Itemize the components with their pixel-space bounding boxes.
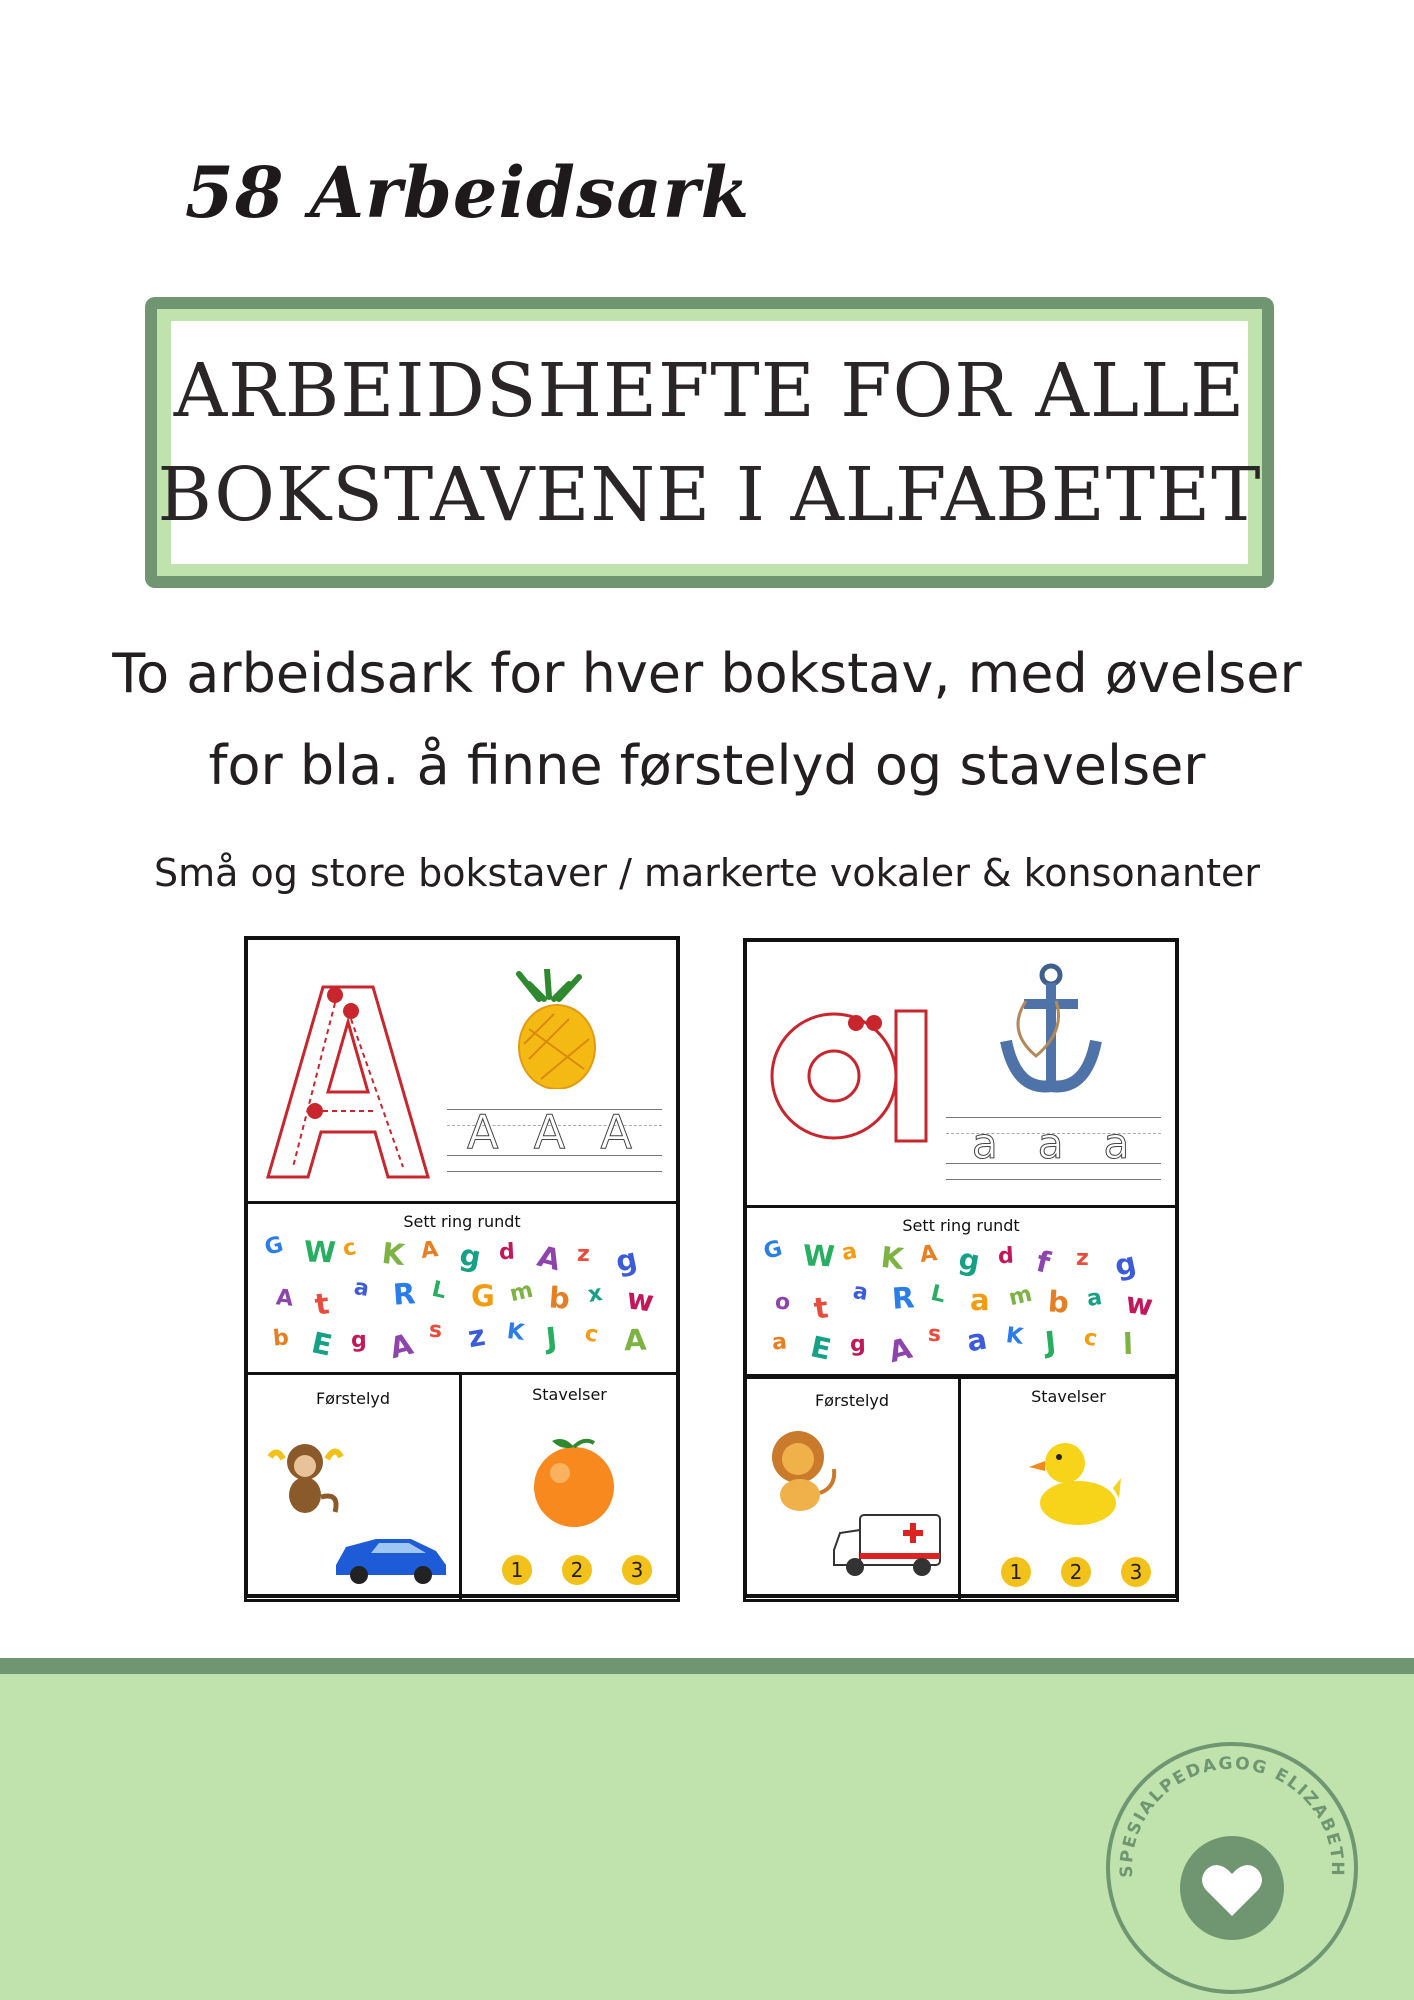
cloud-letter: A [386,1326,417,1366]
tracing-section [244,936,680,1204]
cloud-letter: A [885,1330,916,1370]
cloud-letter: t [312,1286,332,1322]
cloud-letter: c [582,1320,601,1349]
cloud-letter: z [1075,1245,1090,1272]
title-line-2: BOKSTAVENE I ALFABETET [157,451,1262,538]
cloud-letter: s [927,1321,942,1348]
cloud-letter: K [505,1319,526,1346]
cloud-letter: a [970,1283,990,1317]
cloud-letter: b [1046,1284,1070,1320]
cloud-letter: b [547,1280,571,1316]
cloud-letter: m [507,1277,536,1308]
first-sound-label: Førstelyd [814,1391,890,1410]
description-line-3: Små og store bokstaver / markerte vokaler & konsonanter [154,851,1260,895]
cloud-letter: o [773,1289,792,1316]
cloud-letter: z [576,1241,591,1268]
cloud-letter: s [428,1317,443,1344]
cloud-letter: E [308,1325,336,1363]
syllable-counter-2: 2 [562,1555,592,1585]
cloud-letter: d [997,1243,1015,1270]
lion-icon [760,1427,840,1517]
syllable-counter-3: 3 [1121,1557,1151,1587]
cloud-letter: t [811,1290,831,1326]
title-box-inner [157,321,1262,564]
cloud-letter: x [586,1281,605,1308]
syllable-counters [502,1555,652,1585]
cloud-letter: g [1111,1245,1140,1283]
syllables-label: Stavelser [532,1385,607,1404]
logo-text: SPESIALPEDAGOG ELIZABETH [1116,1753,1348,1878]
cloud-letter: W [802,1238,836,1274]
syllables-label: Stavelser [1031,1387,1106,1406]
cloud-letter: W [303,1234,337,1270]
cloud-letter: A [419,1237,440,1264]
cloud-letter: R [890,1280,916,1316]
cloud-letter: A [918,1241,939,1268]
syllable-counter-1: 1 [1001,1557,1031,1587]
tracing-letters: aaa [972,1119,1170,1168]
cloud-letter: w [1123,1285,1156,1323]
cloud-letter: a [770,1329,788,1356]
cloud-letter: g [612,1241,641,1279]
first-sound-label: Førstelyd [315,1389,391,1408]
footer-stripe [0,1658,1414,1674]
syllables-section [958,1374,1179,1602]
title-box [145,297,1274,588]
cloud-letter: E [807,1329,835,1367]
tracing-lines [447,1105,666,1184]
cloud-letter: l [1122,1326,1134,1362]
anchor-icon [996,961,1106,1101]
cloud-letter: G [471,1279,495,1313]
circle-label: Sett ring rundt [902,1216,1020,1235]
cloud-letter: R [391,1276,417,1312]
ambulance-icon [830,1505,950,1585]
first-sound-section [244,1372,462,1602]
cloud-letter: a [964,1321,990,1359]
cloud-letter: L [429,1276,449,1305]
cloud-letter: A [534,1238,565,1278]
cloud-letter: d [498,1239,516,1266]
cloud-letter: G [262,1232,286,1261]
tracing-letters: AAA [467,1105,666,1159]
orange-icon [524,1431,624,1531]
cloud-letter: G [761,1236,785,1265]
preview-sheet-uppercase [244,936,680,1598]
pineapple-icon [499,969,609,1089]
syllable-counter-1: 1 [502,1555,532,1585]
car-icon [331,1525,451,1585]
cloud-letter: K [380,1235,407,1273]
circle-label: Sett ring rundt [403,1212,521,1231]
cloud-letter: A [274,1285,295,1312]
title-line-1: ARBEIDSHEFTE FOR ALLE [173,347,1246,434]
syllable-counter-3: 3 [622,1555,652,1585]
letter-circle-section [244,1201,680,1375]
syllable-counters [1001,1557,1151,1587]
cloud-letter: A [623,1322,648,1358]
cloud-letter: m [1006,1281,1035,1312]
letter-cloud [262,1232,665,1370]
tracing-letter-icon [263,977,433,1197]
syllables-section [459,1372,680,1602]
cloud-letter: J [544,1320,559,1356]
cloud-letter: L [928,1280,948,1309]
cloud-letter: c [1081,1324,1100,1353]
worksheet-count-title: 58 Arbeidsark [185,151,751,234]
cloud-letter: K [1004,1323,1025,1350]
cloud-letter: K [879,1239,906,1277]
tracing-lines [946,1117,1170,1192]
preview-sheet-lowercase [743,938,1179,1598]
cloud-letter: a [851,1278,870,1307]
cloud-letter: a [1085,1284,1104,1313]
first-sound-section [743,1374,961,1602]
cloud-letter: g [350,1327,367,1354]
description-line-2: for bla. å finne førstelyd og stavelser [208,734,1206,797]
brand-logo [1102,1738,1362,1998]
cloud-letter: a [839,1238,860,1267]
cloud-letter: g [956,1241,983,1279]
tracing-section [743,938,1179,1208]
duck-icon [1023,1433,1123,1533]
cloud-letter: b [271,1325,290,1352]
cloud-letter: c [340,1234,359,1263]
syllable-counter-2: 2 [1061,1557,1091,1587]
monkey-icon [265,1437,345,1517]
tracing-letter-icon [764,991,934,1161]
cloud-letter: z [465,1317,488,1355]
cloud-letter: f [1033,1243,1054,1281]
letter-circle-section [743,1205,1179,1379]
cloud-letter: a [352,1274,371,1303]
description-line-1: To arbeidsark for hver bokstav, med øvelser [112,642,1302,705]
cloud-letter: J [1043,1324,1058,1360]
cloud-letter: g [457,1237,484,1275]
cloud-letter: g [849,1331,866,1358]
letter-cloud [761,1236,1164,1374]
cloud-letter: w [624,1281,657,1319]
